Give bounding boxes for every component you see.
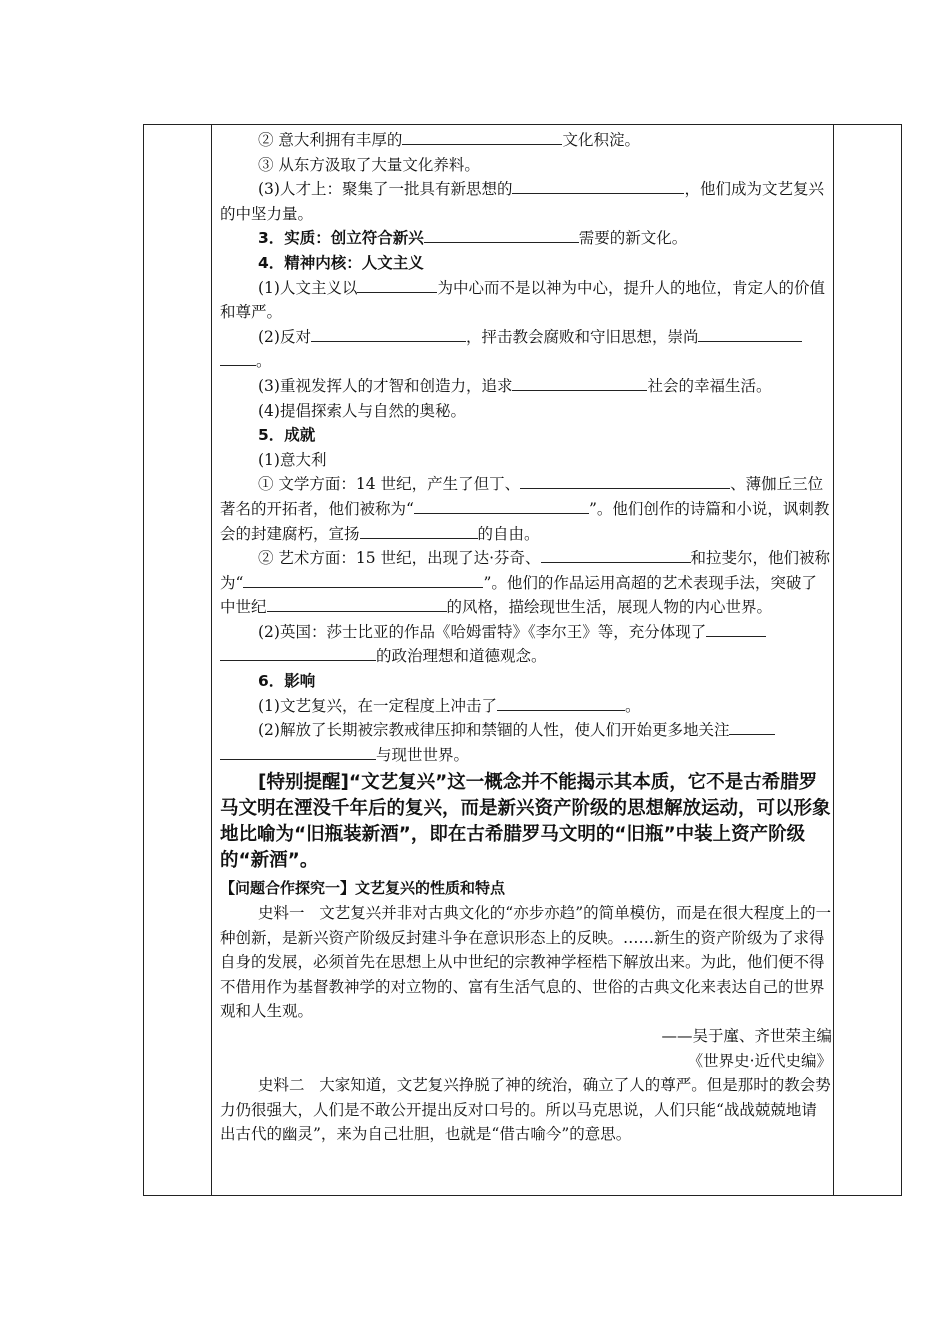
column-divider-right [833,125,834,1195]
fill-blank[interactable] [220,645,376,661]
fill-blank[interactable] [267,596,447,612]
text-line [220,177,832,226]
text-segment: (3)人才上：聚集了一批具有新思想的 [258,180,513,199]
text-line [220,718,832,767]
fill-blank[interactable] [512,375,647,391]
fill-blank[interactable] [402,129,562,145]
fill-blank[interactable] [424,227,579,243]
text-segment: ”。他们的作品运用高超的艺术表现手法，突破了中世纪 [220,573,817,617]
fill-blank[interactable] [520,473,730,489]
heading-line: 5．成就 [258,426,316,445]
source-two [220,1073,832,1147]
text-segment: ② 意大利拥有丰厚的 [258,131,403,149]
fill-blank[interactable] [414,498,589,514]
fill-blank[interactable] [311,326,466,342]
source-label: 史料一 [258,904,305,923]
text-line [220,276,832,325]
text-segment: 的风格，描绘现世生活，展现人物的内心世界。 [446,598,773,617]
text-segment: 文化积淀。 [562,131,640,149]
text-segment: ② 艺术方面：15 世纪，出现了达·芬奇、 [258,549,541,568]
source-text: 大家知道，文艺复兴挣脱了神的统治，确立了人的尊严。但是那时的教会势力仍很强大，人们是不敢公开提出反对口号的。所以马克思说，人们只能“战战兢兢地请出古代的幽灵”，来为自己壮胆，也就是“借古喻今”的意思。 [220,1076,831,1144]
source-one [220,901,832,1024]
fill-blank[interactable] [220,350,256,366]
heading-line: 6．影响 [258,672,316,691]
text-segment: (1)人文主义以 [258,278,358,297]
text-line [220,546,832,620]
text-segment: 3．实质：创立符合新兴 [258,229,424,248]
text-segment: 的政治理想和道德观念。 [376,647,547,666]
text-segment: (1)文艺复兴，在一定程度上冲击了 [258,696,497,715]
text-segment: 社会的幸福生活。 [647,376,772,395]
fill-blank[interactable] [698,326,802,342]
text-line [220,325,832,374]
text-line [220,226,832,251]
text-segment: (3)重视发挥人的才智和创造力，追求 [258,376,513,395]
text-segment: (2)英国：莎士比亚的作品《哈姆雷特》《李尔王》等，充分体现了 [258,622,707,641]
fill-blank[interactable] [706,621,766,637]
text-segment: 。 [256,352,272,371]
heading-line: 4．精神内核：人文主义 [258,253,424,272]
text-line: ③ 从东方汲取了大量文化养料。 [258,155,480,174]
text-segment: 。 [624,696,641,715]
text-line [220,128,832,153]
text-line [220,694,832,719]
section-title: 【问题合作探究一】文艺复兴的性质和特点 [220,879,506,898]
text-segment: 、薄伽丘三位著名的开拓者，他们被称为“ [220,475,824,518]
text-segment: ”。他们创作的诗篇和小说，讽刺教会的封建腐朽，宣扬 [220,499,830,543]
special-notice: [特别提醒]“文艺复兴”这一概念并不能揭示其本质，它不是古希腊罗马文明在湮没千年后的复兴，而是新兴资产阶级的思想解放运动，可以形象地比喻为“旧瓶装新酒”，即在古希腊罗马文明的“旧瓶”中装上资产阶级的“新酒”。 [220,772,831,872]
text-line: (4)提倡探索人与自然的奥秘。 [258,401,466,420]
text-segment: 与现世世界。 [376,745,470,764]
text-segment: 的自由。 [477,524,540,543]
text-segment: 和拉斐尔，他们被称为“ [220,549,831,592]
fill-blank[interactable] [512,178,684,194]
text-segment: (2)解放了长期被宗教戒律压抑和禁锢的人性，使人们开始更多地关注 [258,721,730,740]
text-line: (1)意大利 [258,450,327,469]
text-segment: 需要的新文化。 [578,229,688,248]
source-book: 《世界史·近代史编》 [687,1051,832,1070]
text-segment: ① 文学方面：14 世纪，产生了但丁、 [258,475,521,494]
text-line [220,472,832,546]
fill-blank[interactable] [220,744,376,760]
source-label: 史料二 [258,1076,305,1095]
text-line [220,620,832,669]
fill-blank[interactable] [357,277,437,293]
fill-blank[interactable] [729,719,775,735]
main-content-cell [220,128,832,1147]
source-author: ——吴于廑、齐世荣主编 [661,1027,832,1045]
text-segment: ，他们成为文艺复兴的中坚力量。 [220,180,824,223]
text-segment: (2)反对 [258,327,311,346]
text-segment: ，抨击教会腐败和守旧思想，崇尚 [465,327,699,346]
text-line [220,374,832,399]
fill-blank[interactable] [497,695,625,711]
column-divider-left [211,125,212,1195]
fill-blank[interactable] [360,523,478,539]
source-text: 文艺复兴并非对古典文化的“亦步亦趋”的简单模仿，而是在很大程度上的一种创新，是新兴资产阶级反封建斗争在意识形态上的反映。……新生的资产阶级为了求得自身的发展，必须首先在思想上从中世纪的宗教神学桎梏下解放出来。为此，他们便不得不借用作为基督教神学的对立物的、富有生活气息的、世俗的古典文化来表达自己的世界观和人生观。 [220,904,832,1021]
text-segment: 为中心而不是以神为中心，提升人的地位，肯定人的价值和尊严。 [220,278,825,322]
fill-blank[interactable] [541,547,691,563]
fill-blank[interactable] [243,572,483,588]
